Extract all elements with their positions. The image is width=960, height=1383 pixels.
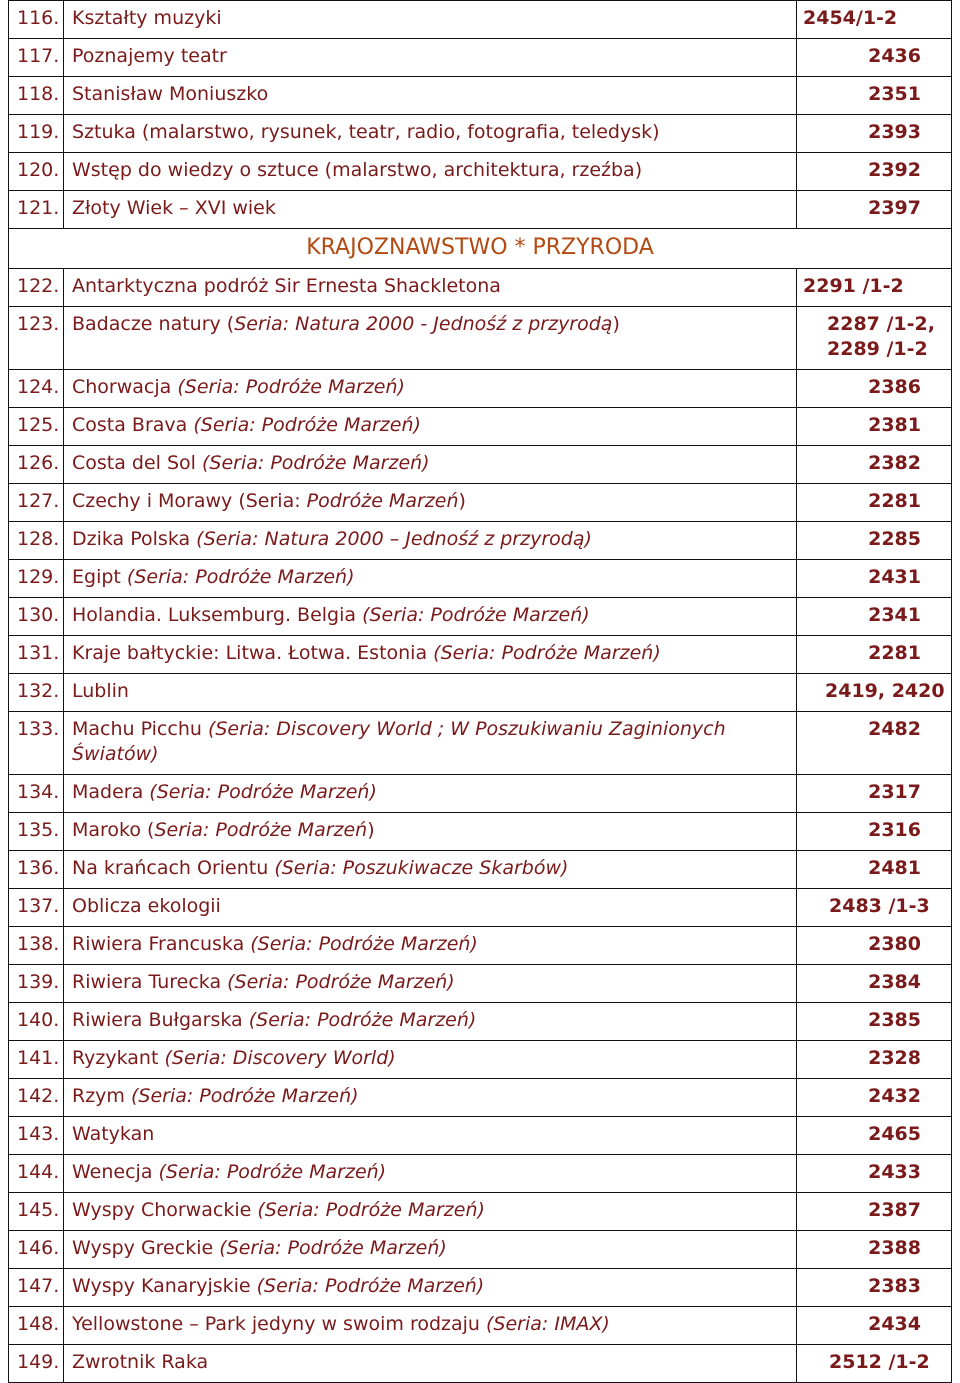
row-code: 2482 — [797, 712, 952, 775]
title-text: Madera — [72, 781, 150, 803]
row-number: 118. — [9, 77, 64, 115]
row-number: 145. — [9, 1193, 64, 1231]
row-title — [64, 1269, 797, 1307]
series-text: (Seria: Podróże Marzeń) — [202, 452, 430, 474]
title-text: Zwrotnik Raka — [72, 1351, 209, 1373]
table-row — [9, 1155, 952, 1193]
row-number: 144. — [9, 1155, 64, 1193]
row-number: 148. — [9, 1307, 64, 1345]
row-number: 132. — [9, 674, 64, 712]
series-text: (Seria: Podróże Marzeń) — [248, 1009, 477, 1031]
row-code: 2317 — [797, 775, 952, 813]
row-code: 2281 — [797, 636, 952, 674]
row-title — [64, 370, 797, 408]
row-number: 136. — [9, 851, 64, 889]
title-text: Poznajemy teatr — [72, 45, 227, 67]
row-code: 2386 — [797, 370, 952, 408]
row-title — [64, 889, 797, 927]
table-row — [9, 77, 952, 115]
row-number: 122. — [9, 269, 64, 307]
row-number: 120. — [9, 153, 64, 191]
series-text: (Seria: Podróże Marzeń) — [177, 376, 405, 398]
row-title — [64, 307, 797, 370]
row-code: 2328 — [797, 1041, 952, 1079]
row-number: 127. — [9, 484, 64, 522]
table-row — [9, 813, 952, 851]
title-text: Watykan — [72, 1123, 155, 1145]
row-code: 2512 /1-2 — [797, 1345, 952, 1383]
row-code: 2465 — [797, 1117, 952, 1155]
row-title — [64, 408, 797, 446]
row-title — [64, 674, 797, 712]
row-title — [64, 851, 797, 889]
table-row — [9, 153, 952, 191]
title-text: Yellowstone – Park jedyny w swoim rodzaju — [72, 1313, 487, 1335]
series-text: Podróże Marzeń — [306, 490, 459, 512]
title-text: Dzika Polska — [72, 528, 197, 550]
row-number: 142. — [9, 1079, 64, 1117]
row-number: 140. — [9, 1003, 64, 1041]
table-row — [9, 560, 952, 598]
row-code: 2392 — [797, 153, 952, 191]
table-row — [9, 636, 952, 674]
row-title — [64, 1079, 797, 1117]
title-text: Egipt — [72, 566, 127, 588]
row-title — [64, 598, 797, 636]
row-title — [64, 1117, 797, 1155]
row-title — [64, 1, 797, 39]
title-text: Riwiera Turecka — [72, 971, 228, 993]
row-code: 2281 — [797, 484, 952, 522]
title-text: Wyspy Kanaryjskie — [72, 1275, 257, 1297]
series-text: (Seria: Discovery World ; W Poszukiwaniu Zaginionych Światów) — [72, 718, 726, 765]
table-row — [9, 1307, 952, 1345]
table-row — [9, 1193, 952, 1231]
series-text: (Seria: Natura 2000 – Jednośź z przyrodą) — [196, 528, 592, 550]
row-number: 147. — [9, 1269, 64, 1307]
title-text: Na krańcach Orientu — [72, 857, 275, 879]
row-code: 2287 /1-2, 2289 /1-2 — [797, 307, 952, 370]
table-row — [9, 1003, 952, 1041]
title-text: Badacze natury ( — [72, 313, 235, 335]
row-number: 128. — [9, 522, 64, 560]
title-text: Riwiera Francuska — [72, 933, 251, 955]
row-number: 135. — [9, 813, 64, 851]
series-text: (Seria: Podróże Marzeń) — [257, 1199, 485, 1221]
row-code: 2382 — [797, 446, 952, 484]
table-row — [9, 39, 952, 77]
series-text: (Seria: Podróże Marzeń) — [250, 933, 478, 955]
title-text: Kształty muzyki — [72, 7, 222, 29]
row-number: 133. — [9, 712, 64, 775]
table-row — [9, 115, 952, 153]
row-code: 2481 — [797, 851, 952, 889]
row-title — [64, 1041, 797, 1079]
row-number: 143. — [9, 1117, 64, 1155]
table-row — [9, 1079, 952, 1117]
table-row — [9, 598, 952, 636]
row-title — [64, 1231, 797, 1269]
row-title — [64, 775, 797, 813]
row-code: 2316 — [797, 813, 952, 851]
title-text: Stanisław Moniuszko — [72, 83, 269, 105]
row-code: 2385 — [797, 1003, 952, 1041]
title-text: Kraje bałtyckie: Litwa. Łotwa. Estonia — [72, 642, 434, 664]
title-text: Riwiera Bułgarska — [72, 1009, 249, 1031]
title-text: Wyspy Greckie — [72, 1237, 220, 1259]
row-code: 2341 — [797, 598, 952, 636]
row-code: 2397 — [797, 191, 952, 229]
title-text: Machu Picchu — [72, 718, 208, 740]
row-number: 124. — [9, 370, 64, 408]
table-row — [9, 889, 952, 927]
series-text: (Seria: Podróże Marzeń) — [158, 1161, 387, 1183]
row-title — [64, 522, 797, 560]
row-code: 2384 — [797, 965, 952, 1003]
title-text: Chorwacja — [72, 376, 178, 398]
row-code: 2436 — [797, 39, 952, 77]
series-text: (Seria: Poszukiwacze Skarbów) — [274, 857, 569, 879]
series-text: (Seria: Podróże Marzeń) — [149, 781, 377, 803]
title-text: Wstęp do wiedzy o sztuce (malarstwo, architektura, rzeźba) — [72, 159, 643, 181]
table-row — [9, 775, 952, 813]
series-text: (Seria: Podróże Marzeń) — [219, 1237, 447, 1259]
row-code: 2431 — [797, 560, 952, 598]
series-text: Seria: Natura 2000 - Jednośź z przyrodą — [234, 313, 613, 335]
table-row — [9, 269, 952, 307]
row-code: 2380 — [797, 927, 952, 965]
title-text: Złoty Wiek – XVI wiek — [72, 197, 276, 219]
title-tail: ) — [367, 819, 375, 841]
row-code: 2388 — [797, 1231, 952, 1269]
row-title — [64, 712, 797, 775]
catalog-table — [8, 0, 952, 1383]
table-row — [9, 1, 952, 39]
row-title — [64, 269, 797, 307]
row-number: 121. — [9, 191, 64, 229]
series-text: (Seria: Podróże Marzeń) — [126, 566, 355, 588]
row-code: 2419, 2420 — [797, 674, 952, 712]
row-number: 117. — [9, 39, 64, 77]
series-text: (Seria: Podróże Marzeń) — [227, 971, 455, 993]
row-code: 2434 — [797, 1307, 952, 1345]
table-row — [9, 712, 952, 775]
row-code: 2351 — [797, 77, 952, 115]
row-title — [64, 153, 797, 191]
table-row — [9, 408, 952, 446]
row-code: 2393 — [797, 115, 952, 153]
title-tail: ) — [458, 490, 466, 512]
section-heading: KRAJOZNAWSTWO * PRZYRODA — [9, 229, 952, 269]
table-row — [9, 674, 952, 712]
table-row — [9, 370, 952, 408]
row-title — [64, 1155, 797, 1193]
table-row — [9, 191, 952, 229]
row-title — [64, 484, 797, 522]
title-text: Costa Brava — [72, 414, 194, 436]
title-text: Costa del Sol — [72, 452, 202, 474]
row-code: 2432 — [797, 1079, 952, 1117]
series-text: (Seria: Podróże Marzeń) — [193, 414, 421, 436]
row-number: 137. — [9, 889, 64, 927]
row-title — [64, 560, 797, 598]
row-number: 125. — [9, 408, 64, 446]
row-number: 126. — [9, 446, 64, 484]
title-text: Maroko ( — [72, 819, 155, 841]
row-title — [64, 1345, 797, 1383]
row-title — [64, 927, 797, 965]
row-title — [64, 1003, 797, 1041]
title-text: Wyspy Chorwackie — [72, 1199, 258, 1221]
row-title — [64, 39, 797, 77]
title-text: Czechy i Morawy (Seria: — [72, 490, 307, 512]
row-number: 130. — [9, 598, 64, 636]
row-title — [64, 813, 797, 851]
table-row — [9, 522, 952, 560]
row-code: 2387 — [797, 1193, 952, 1231]
title-tail: ) — [612, 313, 620, 335]
title-text: Antarktyczna podróż Sir Ernesta Shackletona — [72, 275, 501, 297]
table-row — [9, 965, 952, 1003]
title-text: Wenecja — [72, 1161, 159, 1183]
series-text: (Seria: IMAX) — [486, 1313, 610, 1335]
row-number: 129. — [9, 560, 64, 598]
row-code: 2381 — [797, 408, 952, 446]
row-code: 2383 — [797, 1269, 952, 1307]
row-number: 123. — [9, 307, 64, 370]
row-title — [64, 77, 797, 115]
section-heading-row — [9, 229, 952, 269]
series-text: Seria: Podróże Marzeń — [154, 819, 368, 841]
title-text: Oblicza ekologii — [72, 895, 221, 917]
table-row — [9, 1269, 952, 1307]
title-text: Ryzykant — [72, 1047, 165, 1069]
table-row — [9, 927, 952, 965]
row-title — [64, 636, 797, 674]
row-code: 2285 — [797, 522, 952, 560]
series-text: (Seria: Podróże Marzeń) — [433, 642, 661, 664]
row-number: 146. — [9, 1231, 64, 1269]
row-title — [64, 191, 797, 229]
row-code: 2454/1-2 — [797, 1, 952, 39]
row-number: 141. — [9, 1041, 64, 1079]
row-title — [64, 1193, 797, 1231]
row-title — [64, 446, 797, 484]
row-code: 2483 /1-3 — [797, 889, 952, 927]
table-row — [9, 1231, 952, 1269]
table-row — [9, 446, 952, 484]
row-number: 139. — [9, 965, 64, 1003]
title-text: Sztuka (malarstwo, rysunek, teatr, radio, fotografia, teledysk) — [72, 121, 660, 143]
row-title — [64, 965, 797, 1003]
series-text: (Seria: Podróże Marzeń) — [130, 1085, 359, 1107]
row-number: 116. — [9, 1, 64, 39]
row-code: 2291 /1-2 — [797, 269, 952, 307]
row-code: 2433 — [797, 1155, 952, 1193]
table-row — [9, 851, 952, 889]
catalog-body — [9, 1, 952, 1383]
table-row — [9, 1345, 952, 1383]
title-text: Lublin — [72, 680, 129, 702]
series-text: (Seria: Podróże Marzeń) — [256, 1275, 485, 1297]
row-number: 149. — [9, 1345, 64, 1383]
series-text: (Seria: Discovery World) — [164, 1047, 396, 1069]
row-number: 119. — [9, 115, 64, 153]
row-number: 134. — [9, 775, 64, 813]
title-text: Rzym — [72, 1085, 131, 1107]
row-number: 131. — [9, 636, 64, 674]
table-row — [9, 1041, 952, 1079]
row-title — [64, 115, 797, 153]
table-row — [9, 484, 952, 522]
table-row — [9, 307, 952, 370]
row-title — [64, 1307, 797, 1345]
series-text: (Seria: Podróże Marzeń) — [362, 604, 590, 626]
row-number: 138. — [9, 927, 64, 965]
table-row — [9, 1117, 952, 1155]
title-text: Holandia. Luksemburg. Belgia — [72, 604, 363, 626]
